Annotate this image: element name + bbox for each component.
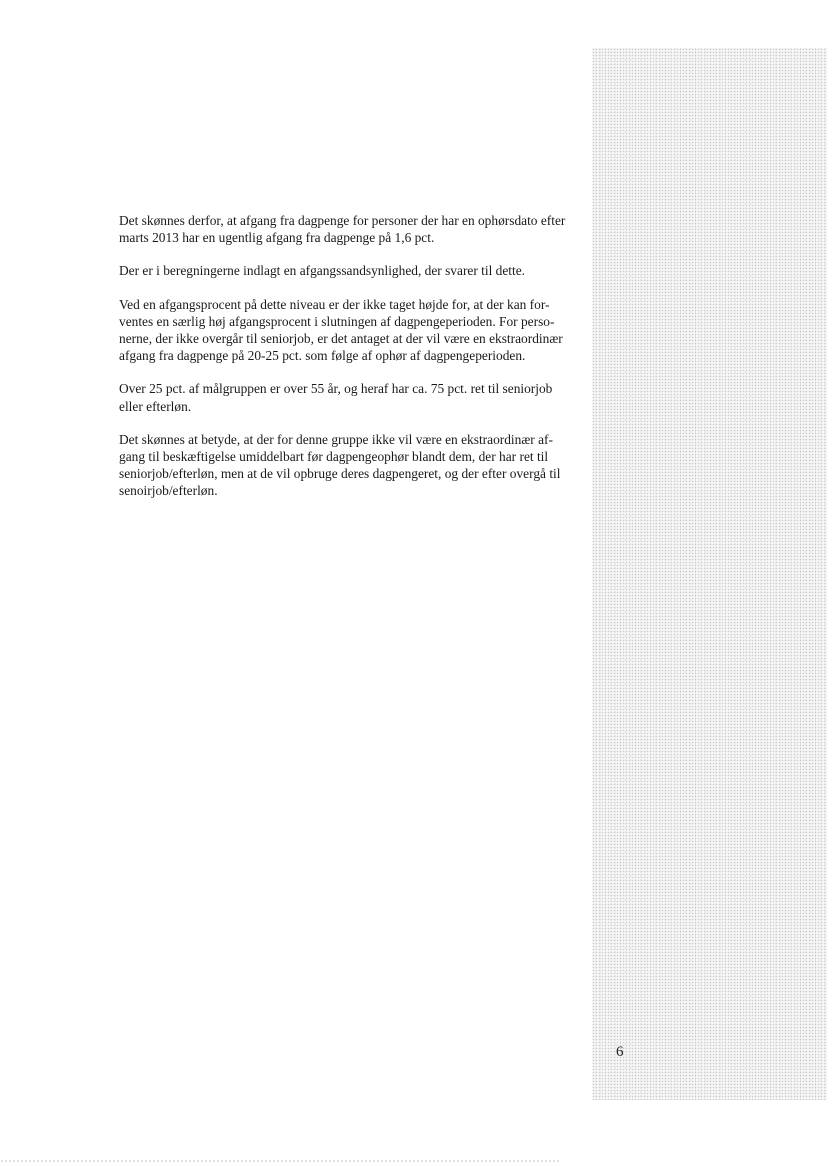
text-line: Over 25 pct. af målgruppen er over 55 år, og heraf har ca. 75 pct. ret til seniorjob <box>119 381 553 397</box>
paragraph-1 <box>119 212 589 246</box>
text-line: marts 2013 har en ugentlig afgang fra dagpenge på 1,6 pct. <box>119 230 435 246</box>
text-line: ventes en særlig høj afgangsprocent i slutningen af dagpengeperioden. For perso- <box>119 313 555 329</box>
paragraph-5 <box>119 431 589 500</box>
paragraph-2 <box>119 262 589 279</box>
body-text <box>119 212 589 516</box>
page-number: 6 <box>616 1044 624 1060</box>
text-line: Ved en afgangsprocent på dette niveau er der ikke taget højde for, at der kan for- <box>119 296 550 312</box>
text-line: gang til beskæftigelse umiddelbart før dagpengeophør blandt dem, der har ret til <box>119 449 549 465</box>
text-line: Der er i beregningerne indlagt en afgangssandsynlighed, der svarer til dette. <box>119 263 526 279</box>
paragraph-3 <box>119 296 589 365</box>
text-line: afgang fra dagpenge på 20-25 pct. som følge af ophør af dagpengeperioden. <box>119 348 526 364</box>
text-line: seniorjob/efterløn, men at de vil opbruge deres dagpengeret, og der efter overgå til <box>119 466 561 482</box>
paragraph-4 <box>119 380 589 414</box>
text-line: Det skønnes derfor, at afgang fra dagpenge for personer der har en ophørsdato efter <box>119 213 566 228</box>
text-line: Det skønnes at betyde, at der for denne gruppe ikke vil være en ekstraordinær af- <box>119 431 553 447</box>
scan-bottom-edge <box>0 1160 560 1162</box>
text-line: eller efterløn. <box>119 398 192 414</box>
text-line: senoirjob/efterløn. <box>119 483 218 499</box>
scan-margin-texture <box>592 48 827 1100</box>
text-line: nerne, der ikke overgår til seniorjob, er det antaget at der vil være en ekstraordinær <box>119 331 563 347</box>
